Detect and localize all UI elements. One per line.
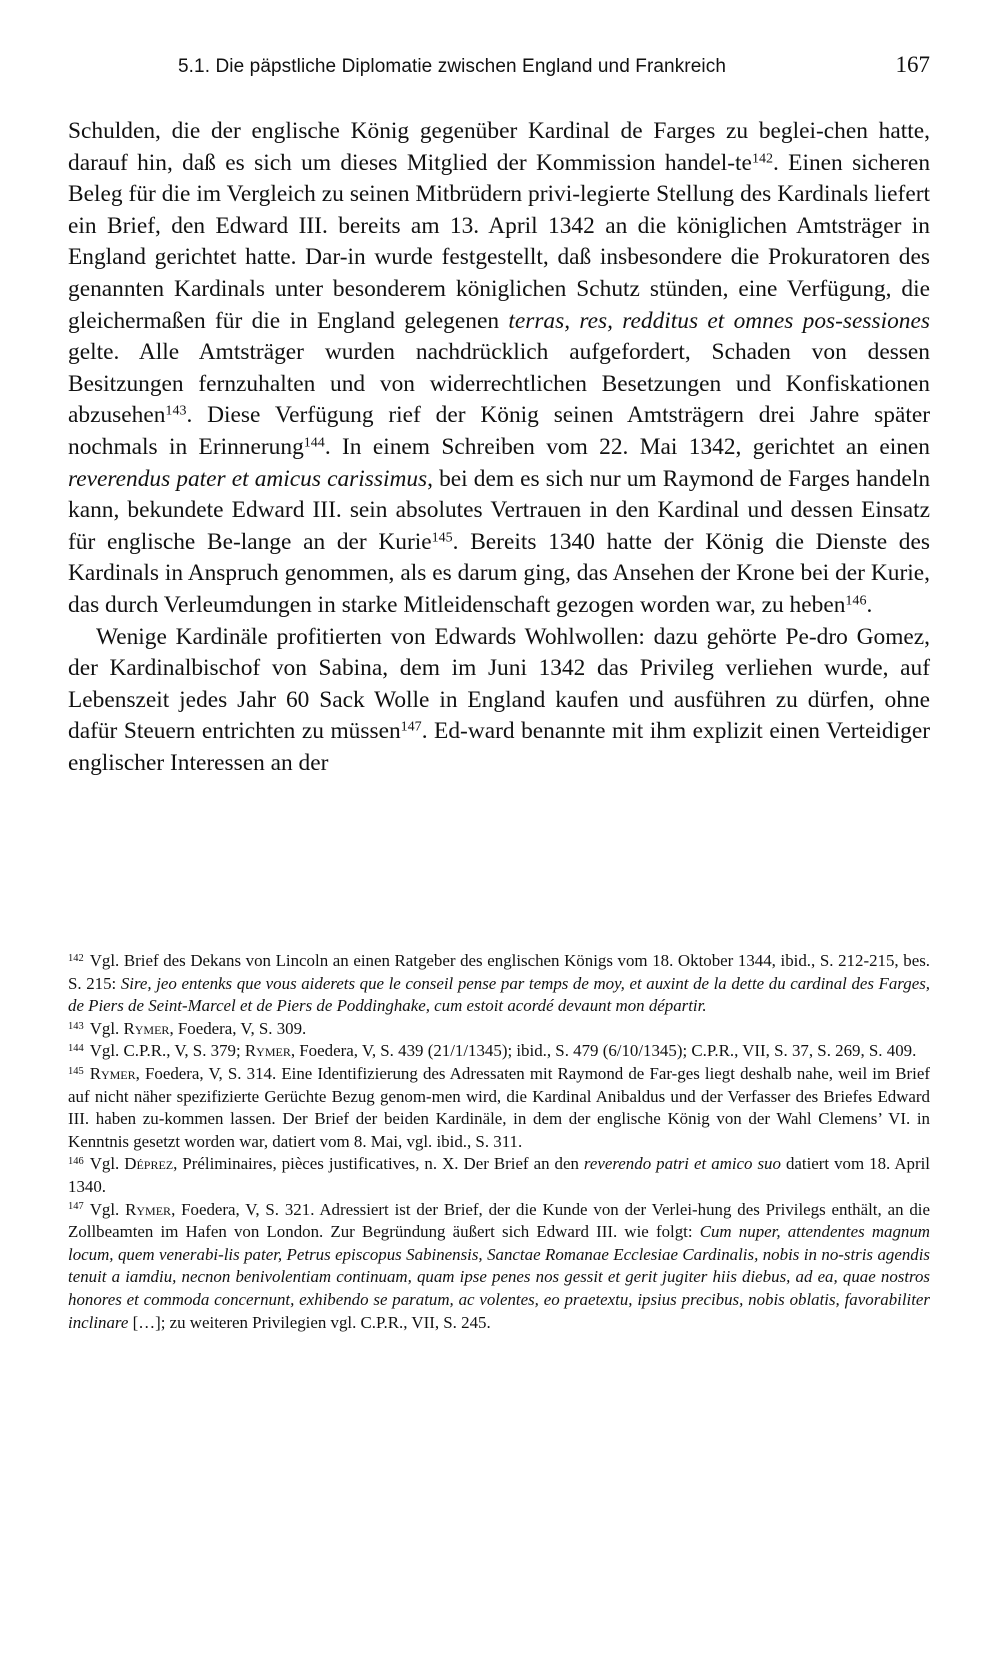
footnote-147 [68, 1199, 930, 1335]
footnote-ref-143[interactable]: 143 [165, 402, 187, 419]
author-name: Déprez [124, 1154, 174, 1174]
footnote-text: , Foedera, V, S. 309. [169, 1018, 307, 1038]
footnote-number: 142 [68, 952, 84, 964]
footnote-145 [68, 1063, 930, 1153]
footnote-text: datiert vom 18. April 1340. [68, 1154, 930, 1196]
text-run: . Diese Verfügung rief der König seinen Amtsträgern drei Jahre später nochmals in Erinnerung [68, 402, 930, 460]
book-page [68, 52, 931, 1332]
latin-quote: reverendus pater et amicus carissimus [68, 465, 428, 492]
footnote-number: 146 [68, 1156, 84, 1168]
author-name: Rymer [244, 1041, 291, 1061]
author-name: Rymer [123, 1018, 170, 1038]
footnote-quote: Cum nuper, attendentes magnum locum, quem venerabi-lis pater, Petrus episcopus Sabinensis, Sanctae Romanae Ecclesiae Cardinalis, nobis in no-stris agendis tenuit a iamdiu, necnon benivolentiam continuam, quam ipse penes nos gessit et gerit jugiter hiis diebus, ad ea, quae nostros honores et commoda concernunt, exhibendo se paratum, ac volentes, eo praetextu, ipsius precibus, nobis oblatis, favorabiliter inclinare [68, 1222, 931, 1332]
text-run: . Ed-ward benannte mit ihm explizit einen Verteidiger englischer Interessen an der [68, 718, 930, 776]
footnote-144 [68, 1040, 930, 1063]
footnote-text: Vgl. Brief des Dekans von Lincoln an einen Ratgeber des englischen Königs vom 18. Oktober 1344, ibid., S. 212-215, bes. S. 215: [68, 951, 930, 993]
footnote-number: 144 [68, 1043, 84, 1055]
footnote-text: , Foedera, V, S. 314. Eine Identifizierung des Adressaten mit Raymond de Far-ges liegt deshalb nahe, weil im Brief auf nicht näher spezifizierte Gerüchte Bezug genom-men wird, die Kardinal Anibaldus und der Verfasser des Briefes Edward III. haben zu-kommen lassen. Der Brief der beiden Kardinäle, in dem der englische König von der Wahl Clemens’ VI. in Kenntnis gesetzt worden war, datiert vom 8. Mai, vgl. ibid., S. 311. [68, 1063, 930, 1151]
footnote-text: Vgl. [89, 1154, 125, 1174]
paragraph-2 [68, 622, 930, 780]
footnotes [68, 950, 930, 1334]
page-number: 167 [895, 52, 930, 77]
footnote-146 [68, 1153, 930, 1198]
footnote-number: 145 [68, 1065, 84, 1077]
footnote-ref-145[interactable]: 145 [431, 529, 453, 545]
paragraph-1 [68, 116, 930, 622]
footnote-text: Vgl. [89, 1199, 126, 1219]
footnote-143 [68, 1018, 930, 1041]
footnote-text: , Foedera, V, S. 321. Adressiert ist der Brief, der die Kunde von der Verlei-hung des Privilegs enthält, an die Zollbeamten im Hafen von London. Zur Begründung äußert sich Edward III. wie folgt: [68, 1199, 930, 1242]
author-name: Rymer [125, 1199, 172, 1219]
text-run: gelte. Alle Amtsträger wurden nachdrücklich aufgefordert, Schaden von dessen Besitzungen fernzuhalten und von widerrechtlichen Besetzungen und Konfiskationen abzusehen [68, 339, 930, 429]
text-run: , bei dem es sich nur um Raymond de Farges handeln kann, bekundete Edward III. sein absolutes Vertrauen in den Kardinal und dessen Einsatz für englische Be-lange an der Kurie [68, 465, 931, 555]
text-run: . In einem Schreiben vom 22. Mai 1342, gerichtet an einen [324, 433, 930, 460]
latin-quote: terras, res, redditus et omnes pos-sessiones [508, 307, 930, 334]
main-text [68, 116, 930, 779]
footnote-text: , Foedera, V, S. 439 (21/1/1345); ibid., S. 479 (6/10/1345); C.P.R., VII, S. 37, S. 269, S. 409. [290, 1041, 917, 1061]
footnote-142 [68, 950, 930, 1018]
footnote-ref-144[interactable]: 144 [303, 434, 325, 451]
footnote-text: Vgl. C.P.R., V, S. 379; [89, 1041, 245, 1061]
footnote-number: 147 [68, 1201, 84, 1213]
footnote-number: 143 [68, 1020, 84, 1032]
page-header [68, 52, 930, 86]
text-run: Wenige Kardinäle profitierten von Edwards Wohlwollen: dazu gehörte Pe-dro Gomez, der Kardinalbischof von Sabina, dem im Juni 1342 das Privileg verliehen wurde, auf Lebenszeit jedes Jahr 60 Sack Wolle in England kaufen und ausführen zu dürfen, ohne dafür Steuern entrichten zu müssen [68, 623, 930, 745]
footnote-ref-146[interactable]: 146 [845, 592, 867, 609]
text-run: Schulden, die der englische König gegenüber Kardinal de Farges zu beglei-chen hatte, darauf hin, daß es sich um dieses Mitglied der Kommission handel-te [68, 118, 930, 176]
footnote-text: Vgl. [89, 1018, 124, 1038]
author-name: Rymer [89, 1063, 136, 1083]
footnote-text: […]; zu weiteren Privilegien vgl. C.P.R., VII, S. 245. [128, 1312, 491, 1332]
text-run: . Einen sicheren Beleg für die im Vergleich zu seinen Mitbrüdern privi-legierte Stellung des Kardinals liefert ein Brief, den Edward III. bereits am 13. April 1342 an die königlichen Amtsträger in England gerichtet hatte. Dar-in wurde festgestellt, daß insbesondere die Prokuratoren des genannten Kardinals unter besonderem königlichen Schutz stünden, eine Verfügung, die gleichermaßen für die in England gelegenen [68, 149, 931, 334]
footnote-quote: Sire, jeo entenks que vous aiderets que le conseil pense par temps de moy, et auxint de la dette du cardinal des Farges, de Piers de Seint-Marcel et de Piers de Poddinghake, cum estoit acordé devaunt mon départir. [68, 973, 930, 1016]
text-run: . [866, 591, 873, 618]
text-run: . Bereits 1340 hatte der König die Dienste des Kardinals in Anspruch genommen, als es darum ging, das Ansehen der Krone bei der Kurie, das durch Verleumdungen in starke Mitleidenschaft gezogen worden war, zu heben [68, 528, 930, 618]
footnote-ref-142[interactable]: 142 [751, 149, 773, 166]
footnote-quote: reverendo patri et amico suo [583, 1154, 781, 1174]
running-head: 5.1. Die päpstliche Diplomatie zwischen England und Frankreich [178, 56, 726, 77]
footnote-ref-147[interactable]: 147 [400, 718, 422, 735]
footnote-text: , Préliminaires, pièces justificatives, n. X. Der Brief an den [173, 1154, 584, 1174]
